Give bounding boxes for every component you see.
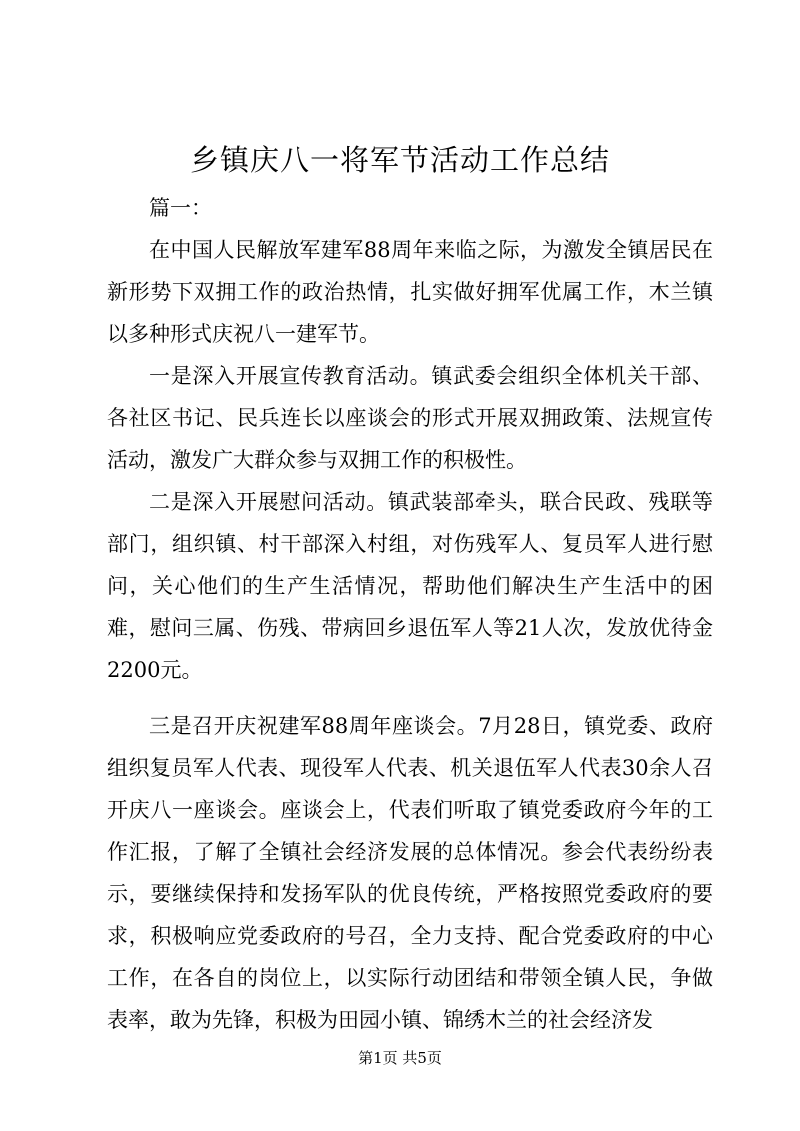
paragraph-symposium: 三是召开庆祝建军88周年座谈会。7月28日，镇党委、政府组织复员军人代表、现役军人代表、机关退伍军人代表30余人召开庆八一座谈会。座谈会上，代表们听取了镇党委政府今年的工作汇报，了解了全镇社会经济发展的总体情况。参会代表纷纷表示，要继续保持和发扬军队的优良传统，严格按照党委政府的要求，积极响应党委政府的号召，全力支持、配合党委政府的中心工作，在各自的岗位上，以实际行动团结和带领全镇人民，争做表率，敢为先锋，积极为田园小镇、锦绣木兰的社会经济发 xyxy=(107,714,713,1032)
paragraph-publicity: 一是深入开展宣传教育活动。镇武委会组织全体机关干部、各社区书记、民兵连长以座谈会的形式开展双拥政策、法规宣传活动，激发广大群众参与双拥工作的积极性。 xyxy=(107,364,713,472)
paragraph-visits: 二是深入开展慰问活动。镇武装部牵头，联合民政、残联等部门，组织镇、村干部深入村组，对伤残军人、复员军人进行慰问，关心他们的生产生活情况，帮助他们解决生产生活中的困难，慰问三属、伤残、带病回乡退伍军人等21人次，发放优待金2200元。 xyxy=(107,490,713,682)
document-body xyxy=(107,187,713,1041)
document-title: 乡镇庆八一将军节活动工作总结 xyxy=(189,143,610,177)
page-footer: 第1页 共5页 xyxy=(358,1049,442,1067)
section-label: 篇一： xyxy=(149,196,212,220)
paragraph-intro: 在中国人民解放军建军88周年来临之际，为激发全镇居民在新形势下双拥工作的政治热情，扎实做好拥军优属工作，木兰镇以多种形式庆祝八一建军节。 xyxy=(107,238,713,346)
